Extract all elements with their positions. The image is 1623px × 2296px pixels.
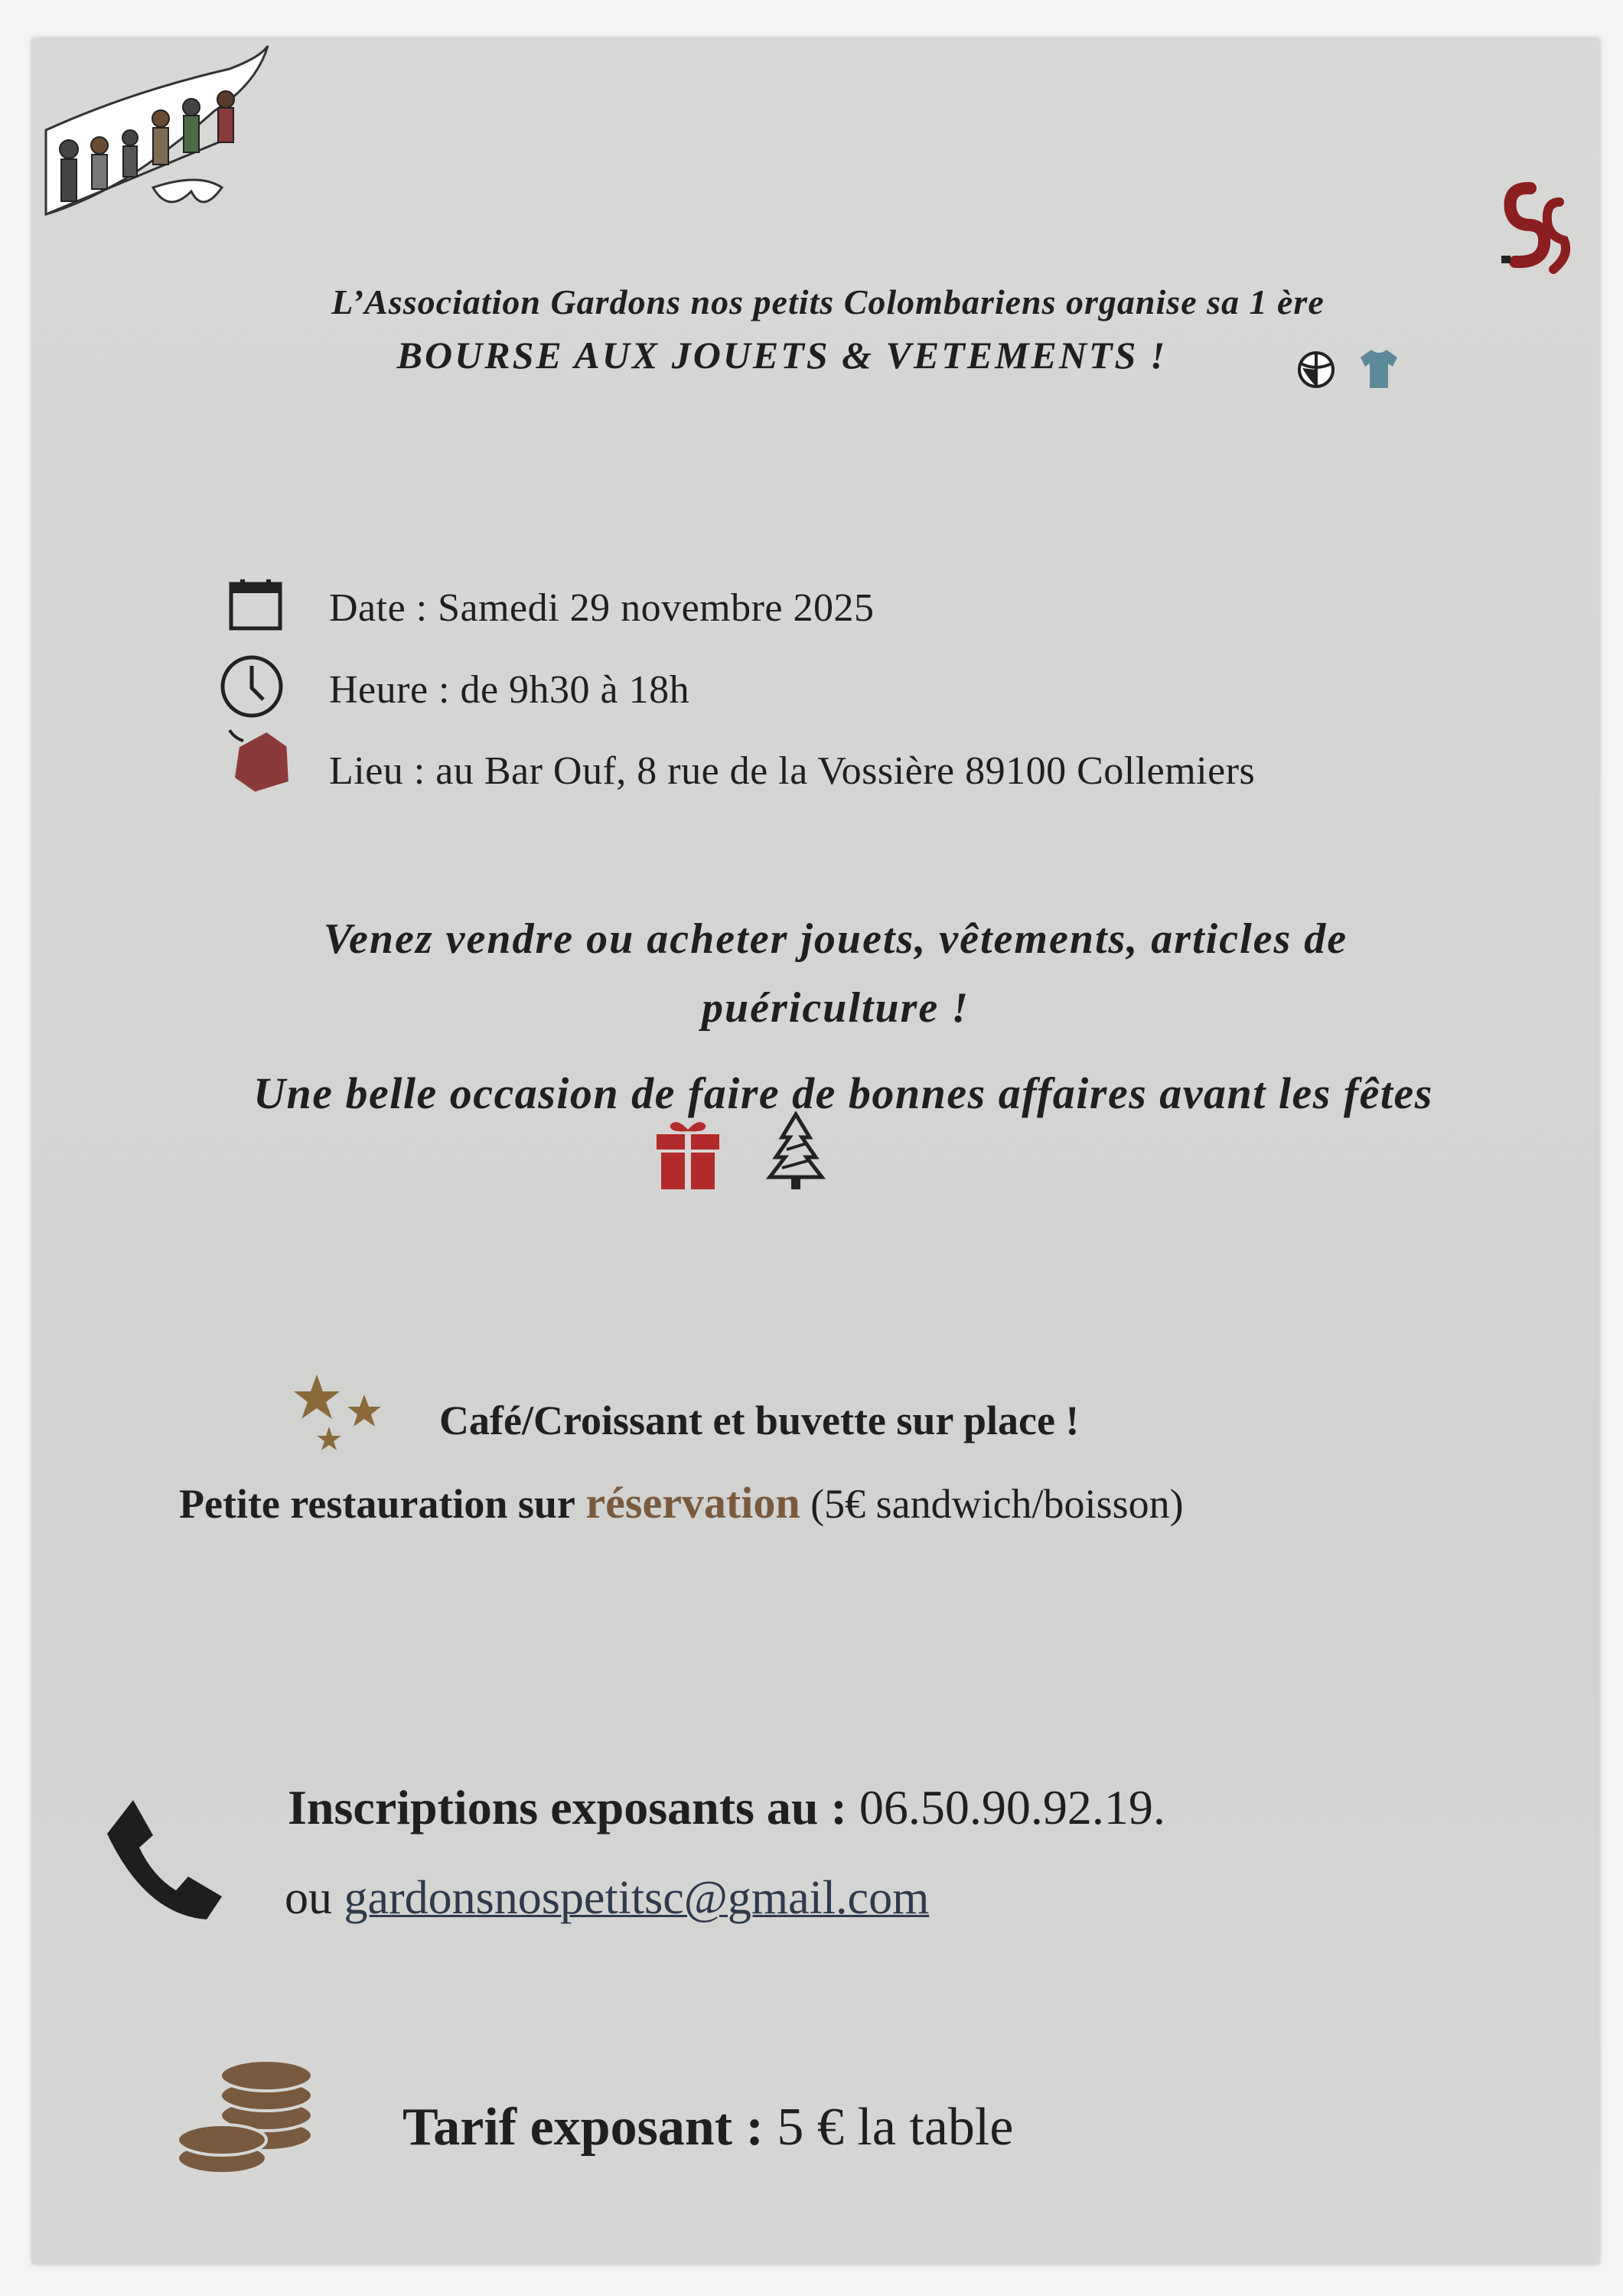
event-title: BOURSE AUX JOUETS & VETEMENTS ! bbox=[396, 334, 1168, 377]
place-text: Lieu : au Bar Ouf, 8 rue de la Vossière 89100 Collemiers bbox=[329, 749, 1256, 793]
ss-logo-icon bbox=[1500, 179, 1570, 286]
restauration-line bbox=[179, 1477, 1184, 1528]
ball-icon bbox=[1295, 348, 1338, 391]
calendar-icon bbox=[228, 578, 283, 631]
logo-drawing bbox=[38, 38, 291, 222]
cafe-line: Café/Croissant et buvette sur place ! bbox=[439, 1397, 1080, 1443]
or-text: ou bbox=[285, 1872, 332, 1924]
email-link[interactable]: gardonsnospetitsc@gmail.com bbox=[344, 1872, 930, 1924]
christmas-tree-icon bbox=[765, 1111, 826, 1192]
tarif-line bbox=[402, 2097, 1013, 2158]
gift-icon bbox=[653, 1116, 722, 1192]
coins-icon bbox=[174, 2051, 320, 2181]
tarif-label: Tarif exposant : bbox=[402, 2098, 764, 2157]
time-text: Heure : de 9h30 à 18h bbox=[329, 668, 690, 712]
invite-line-1: Venez vendre ou acheter jouets, vêtements, articles de bbox=[323, 915, 1348, 963]
inscriptions-line bbox=[288, 1779, 1165, 1836]
phone-icon bbox=[99, 1792, 230, 1923]
tag-icon bbox=[227, 726, 300, 799]
email-line bbox=[285, 1871, 929, 1926]
stars-icon bbox=[292, 1371, 384, 1456]
tshirt-icon bbox=[1354, 347, 1403, 391]
flyer-sheet bbox=[32, 38, 1599, 2264]
resto-suffix: (5€ sandwich/boisson) bbox=[810, 1481, 1184, 1527]
phone-number[interactable]: 06.50.90.92.19. bbox=[859, 1780, 1165, 1835]
tarif-value: 5 € la table bbox=[777, 2098, 1014, 2157]
invite-line-2: puériculture ! bbox=[701, 984, 970, 1032]
invite-line-3: Une belle occasion de faire de bonnes affaires avant les fêtes bbox=[253, 1068, 1433, 1118]
reservation-word: réservation bbox=[585, 1478, 800, 1528]
organizer-line: L’Association Gardons nos petits Colombariens organise sa 1 ère bbox=[331, 282, 1325, 321]
clock-icon bbox=[217, 652, 286, 721]
date-text: Date : Samedi 29 novembre 2025 bbox=[329, 586, 875, 630]
resto-prefix: Petite restauration sur bbox=[179, 1481, 575, 1527]
inscriptions-label: Inscriptions exposants au : bbox=[288, 1780, 847, 1835]
